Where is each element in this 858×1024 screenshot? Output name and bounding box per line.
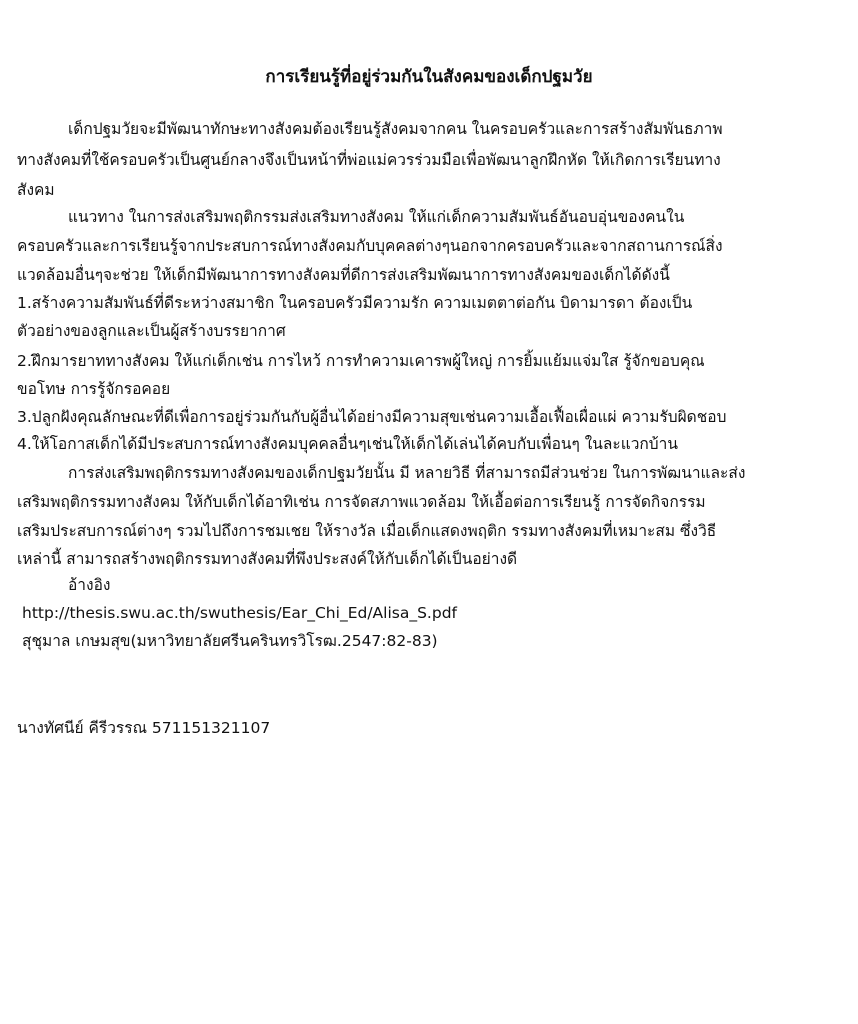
paragraph-line: ครอบครัวและการเรียนรู้จากประสบการณ์ทางสังคมกับบุคคลต่างๆนอกจากครอบครัวและจากสถานการณ์สิ่ง (17, 237, 723, 255)
paragraph-line: การส่งเสริมพฤติกรรมทางสังคมของเด็กปฐมวัยนั้น มี หลายวิธี ที่สามารถมีส่วนช่วย ในการพัฒนาและส่ง (68, 464, 746, 482)
list-item-line: 3.ปลูกฝังคุณลักษณะที่ดีเพื่อการอยู่ร่วมกันกับผู้อื่นได้อย่างมีความสุขเช่นความเอื้อเฟื้อเผื่อแผ่ ความรับผิดชอบ (17, 408, 727, 426)
paragraph-line: แนวทาง ในการส่งเสริมพฤติกรรมส่งเสริมทางสังคม ให้แก่เด็กความสัมพันธ์อันอบอุ่นของคนใน (68, 208, 685, 226)
paragraph-line: แวดล้อมอื่นๆจะช่วย ให้เด็กมีพัฒนาการทางสังคมที่ดีการส่งเสริมพัฒนาการทางสังคมของเด็กได้ดังนี้ (17, 266, 670, 284)
paragraph-line: เด็กปฐมวัยจะมีพัฒนาทักษะทางสังคมต้องเรียนรู้สังคมจากคน ในครอบครัวและการสร้างสัมพันธภาพ (68, 120, 723, 138)
reference-heading: อ้างอิง (68, 576, 111, 594)
author-line: นางทัศนีย์ คีรีวรรณ 571151321107 (17, 719, 271, 737)
list-item-line: 4.ให้โอกาสเด็กได้มีประสบการณ์ทางสังคมบุคคลอื่นๆเช่นให้เด็กได้เล่นได้คบกับเพื่อนๆ ในละแวกบ้าน (17, 435, 678, 453)
reference-citation: สุชุมาล เกษมสุข(มหาวิทยาลัยศรีนครินทรวิโรฒ.2547:82-83) (22, 632, 438, 650)
paragraph-line: ทางสังคมที่ใช้ครอบครัวเป็นศูนย์กลางจึงเป็นหน้าที่พ่อแม่ควรร่วมมือเพื่อพัฒนาลูกฝึกหัด ให้เกิดการเรียนทาง (17, 151, 721, 169)
list-item-line: 1.สร้างความสัมพันธ์ที่ดีระหว่างสมาชิก ในครอบครัวมีความรัก ความเมตตาต่อกัน บิดามารดา ต้องเป็น (17, 294, 693, 312)
reference-url: http://thesis.swu.ac.th/swuthesis/Ear_Chi_Ed/Alisa_S.pdf (22, 604, 457, 622)
list-item-line: ตัวอย่างของลูกและเป็นผู้สร้างบรรยากาศ (17, 322, 286, 340)
paragraph-line: เหล่านี้ สามารถสร้างพฤติกรรมทางสังคมที่พึงประสงค์ให้กับเด็กได้เป็นอย่างดี (17, 550, 518, 568)
list-item-line: ขอโทษ การรู้จักรอคอย (17, 380, 171, 398)
paragraph-line: สังคม (17, 181, 55, 199)
document-title: การเรียนรู้ที่อยู่ร่วมกันในสังคมของเด็กปฐมวัย (265, 67, 593, 87)
paragraph-line: เสริมพฤติกรรมทางสังคม ให้กับเด็กได้อาทิเช่น การจัดสภาพแวดล้อม ให้เอื้อต่อการเรียนรู้ การจัดกิจกรรม (17, 493, 706, 511)
list-item-line: 2.ฝึกมารยาททางสังคม ให้แก่เด็กเช่น การไหว้ การทำความเคารพผู้ใหญ่ การยิ้มแย้มแจ่มใส รู้จักขอบคุณ (17, 352, 705, 370)
paragraph-line: เสริมประสบการณ์ต่างๆ รวมไปถึงการชมเชย ให้รางวัล เมื่อเด็กแสดงพฤติก รรมทางสังคมที่เหมาะสม ซึ่งวิธี (17, 522, 717, 540)
